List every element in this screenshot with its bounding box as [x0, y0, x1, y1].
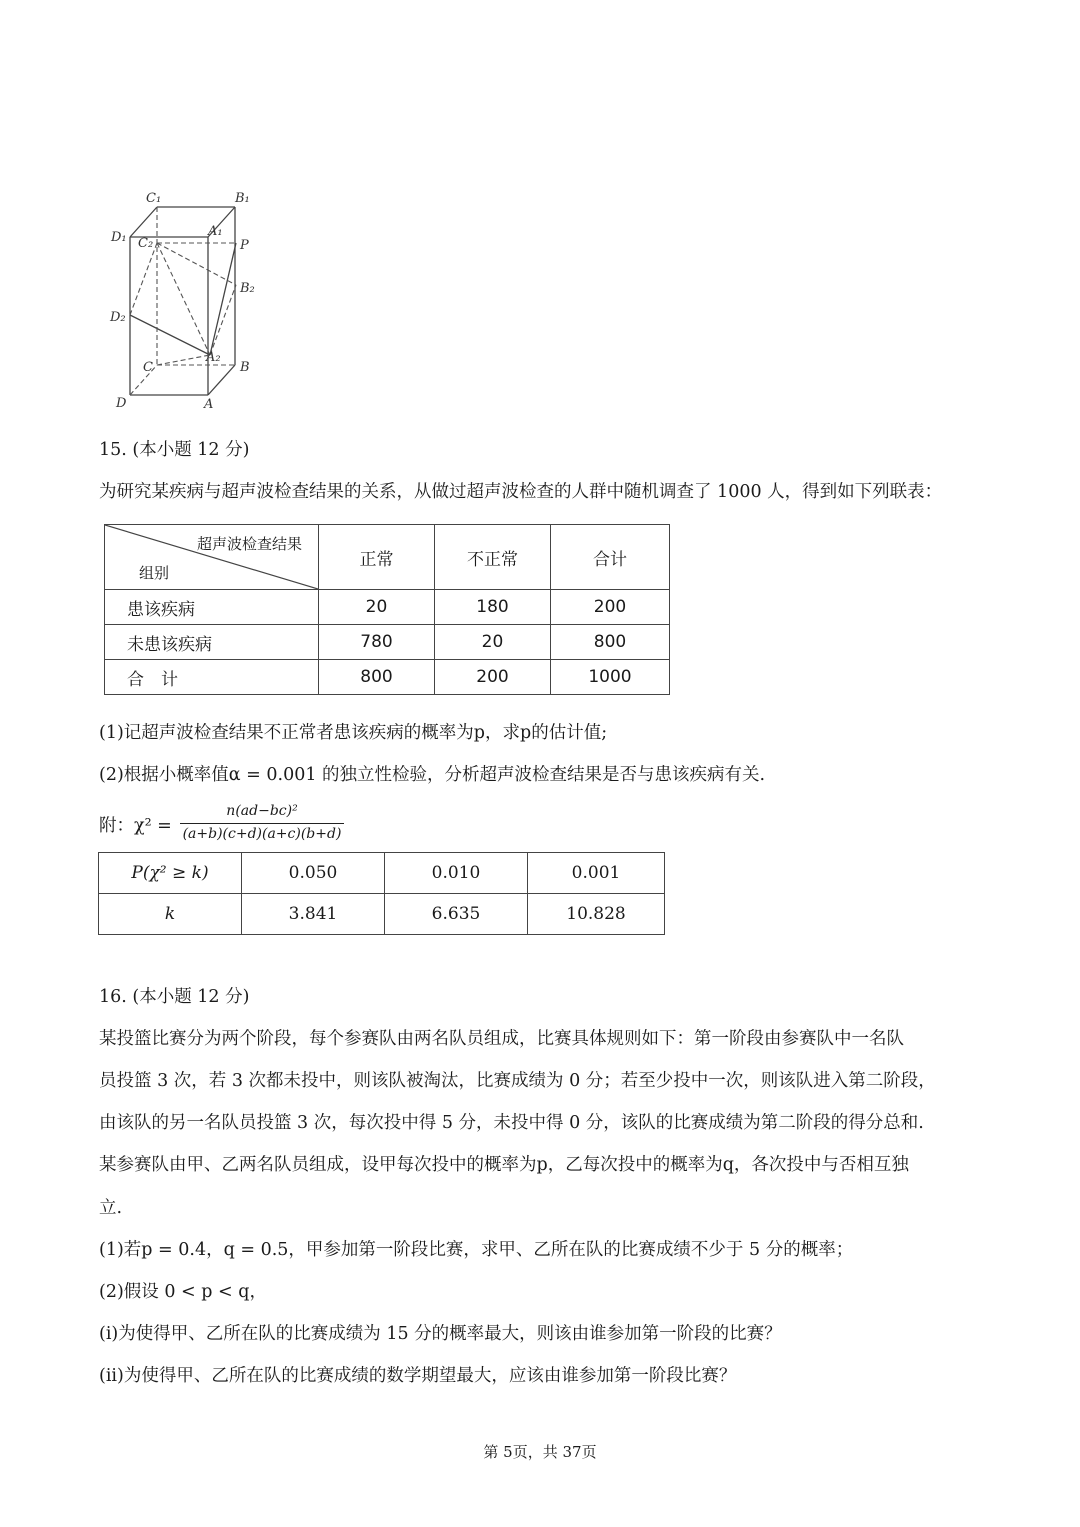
q15-part2: (2)根据小概率值α = 0.001 的独立性检验，分析超声波检查结果是否与患该疾病有关. [99, 765, 766, 785]
label-b2: B₂ [240, 281, 255, 296]
page-footer: 第 5页，共 37页 [483, 1443, 597, 1461]
fraction-bar [180, 823, 344, 824]
corner-top-label: 超声波检查结果 [196, 535, 302, 553]
column-header: 正常 [319, 525, 435, 590]
formula-numerator: n(ad−bc)² [226, 803, 298, 819]
column-header: 合计 [551, 525, 670, 590]
table-row [99, 853, 665, 894]
edge-d1-c1 [130, 207, 157, 237]
table-cell: 780 [319, 625, 435, 660]
table-cell: 0.001 [528, 853, 665, 894]
appendix-label: 附：χ² = [99, 816, 172, 836]
hidden-a2-b2 [210, 285, 236, 355]
q16-line: 某投篮比赛分为两个阶段，每个参赛队由两名队员组成，比赛具体规则如下：第一阶段由参赛队中一名队 [99, 1029, 904, 1049]
table-cell: 20 [319, 590, 435, 625]
edge-d2-a2 [130, 315, 210, 355]
q16-part2ii: (ii)为使得甲、乙所在队的比赛成绩的数学期望最大，应该由谁参加第一阶段比赛？ [99, 1366, 737, 1386]
corner-bottom-label: 组别 [139, 564, 170, 582]
q16-part1: (1)若p = 0.4，q = 0.5，甲参加第一阶段比赛，求甲、乙所在队的比赛成绩不少于 5 分的概率； [99, 1240, 854, 1260]
table-row [99, 894, 665, 935]
label-d: D [116, 396, 127, 411]
table-row [105, 625, 670, 660]
row-label: k [99, 894, 242, 935]
table-cell: 800 [319, 660, 435, 695]
table-cell: 200 [551, 590, 670, 625]
label-d1: D₁ [111, 230, 127, 245]
table-cell: 0.010 [385, 853, 528, 894]
hidden-c2-a2 [157, 243, 210, 355]
label-a1: A₁ [208, 224, 223, 239]
table-row [105, 590, 670, 625]
q16-line: 某参赛队由甲、乙两名队员组成，设甲每次投中的概率为p，乙每次投中的概率为q，各次投中与否相互独 [99, 1155, 909, 1175]
label-a: A [204, 397, 214, 412]
q15-intro: 为研究某疾病与超声波检查结果的关系，从做过超声波检查的人群中随机调查了 1000 人，得到如下列联表： [99, 482, 943, 502]
table-cell: 1000 [551, 660, 670, 695]
prism-diagram [100, 185, 270, 415]
row-label: P(χ² ≥ k) [99, 853, 242, 894]
label-c1: C₁ [146, 191, 162, 206]
q16-part2: (2)假设 0 < p < q， [99, 1282, 267, 1302]
table-cell: 800 [551, 625, 670, 660]
table-cell: 10.828 [528, 894, 665, 935]
row-label: 合 计 [105, 660, 319, 695]
table-cell: 6.635 [385, 894, 528, 935]
hidden-c2-d2 [130, 243, 157, 315]
prism-figure [100, 185, 270, 415]
table-cell: 180 [435, 590, 551, 625]
chi-square-table [98, 852, 665, 935]
label-a2: A₂ [206, 350, 221, 365]
table-cell: 200 [435, 660, 551, 695]
edge-a2-p [210, 243, 236, 355]
table-header-row [105, 525, 670, 590]
label-c2: C₂ [138, 236, 154, 251]
row-label: 患该疾病 [105, 590, 319, 625]
q16-line: 立. [99, 1198, 123, 1218]
label-p: P [240, 238, 249, 253]
q16-heading: 16. (本小题 12 分) [99, 987, 250, 1007]
hidden-c2-b2 [157, 243, 236, 285]
q16-part2i: (i)为使得甲、乙所在队的比赛成绩为 15 分的概率最大，则该由谁参加第一阶段的比赛？ [99, 1324, 782, 1344]
label-d2: D₂ [110, 310, 126, 325]
table-cell: 0.050 [242, 853, 385, 894]
label-c: C [143, 360, 153, 375]
contingency-table [104, 524, 670, 695]
q16-line: 员投篮 3 次，若 3 次都未投中，则该队被淘汰，比赛成绩为 0 分；若至少投中一次，则该队进入第二阶段， [99, 1071, 936, 1091]
q15-heading: 15. (本小题 12 分) [99, 440, 250, 460]
table-cell: 20 [435, 625, 551, 660]
q15-part1: (1)记超声波检查结果不正常者患该疾病的概率为p，求p的估计值; [99, 723, 608, 743]
table-corner-cell [105, 525, 319, 590]
hidden-c-a2 [157, 355, 210, 365]
label-b1: B₁ [235, 191, 250, 206]
row-label: 未患该疾病 [105, 625, 319, 660]
column-header: 不正常 [435, 525, 551, 590]
edge-a-b [208, 365, 235, 395]
table-row [105, 660, 670, 695]
q16-line: 由该队的另一名队员投篮 3 次，每次投中得 5 分，未投中得 0 分，该队的比赛成绩为第二阶段的得分总和. [99, 1113, 924, 1133]
table-cell: 3.841 [242, 894, 385, 935]
formula-denominator: (a+b)(c+d)(a+c)(b+d) [182, 826, 342, 842]
label-b: B [240, 360, 250, 375]
